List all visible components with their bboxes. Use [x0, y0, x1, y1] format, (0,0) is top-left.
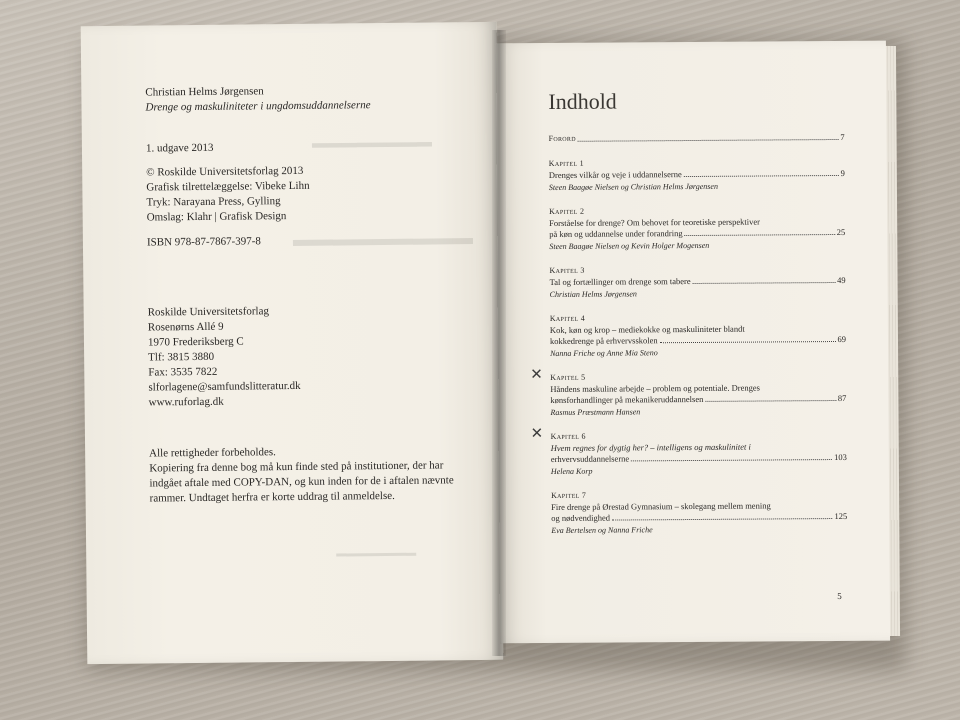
credit-line: © Roskilde Universitetsforlag 2013	[146, 164, 304, 179]
left-page	[81, 22, 504, 664]
toc-entry-forord	[549, 131, 845, 145]
toc-entry-chapter	[530, 424, 847, 477]
leader-dots	[631, 459, 832, 461]
table-of-contents	[530, 87, 848, 549]
credit-line: Grafisk tilrettelæggelse: Vibeke Lihn	[146, 179, 310, 194]
chapter-label: Kapitel 6	[550, 431, 586, 441]
leader-dots	[660, 341, 836, 343]
forord-label: Forord	[548, 133, 576, 144]
chapter-label: Kapitel 2	[549, 206, 585, 217]
chapter-authors: Eva Bertelsen og Nanna Friche	[551, 525, 653, 535]
show-through-text: ▬▬▬▬▬▬▬▬▬	[292, 227, 474, 251]
chapter-authors: Rasmus Præstmann Hansen	[550, 407, 641, 417]
publisher-line: Rosenørns Allé 9	[147, 320, 224, 334]
handwritten-x-mark: ✕	[530, 424, 544, 443]
right-page	[496, 41, 890, 644]
page-ref: 25	[836, 226, 846, 237]
chapter-authors: Nanna Friche og Anne Mia Steno	[550, 348, 658, 358]
page-ref: 103	[834, 451, 847, 463]
chapter-title-line: Hvem regnes for dygtig her? – intelligens og maskulinitet i	[550, 441, 751, 453]
handwritten-x-mark: ✕	[530, 365, 543, 384]
chapter-authors: Helena Korp	[550, 466, 593, 476]
page-ref: 87	[837, 392, 847, 403]
chapter-authors: Steen Baagøe Nielsen og Kevin Holger Mogensen	[549, 240, 710, 252]
publisher-line: 1970 Frederiksberg C	[147, 335, 244, 349]
chapter-title-line: Kok, køn og krop – mediekokke og maskuliniteter blandt	[549, 323, 745, 335]
publisher-line: Fax: 3535 7822	[148, 365, 218, 379]
leader-dots	[612, 518, 832, 521]
chapter-label: Kapitel 5	[550, 372, 586, 382]
publisher-website: www.ruforlag.dk	[148, 395, 224, 409]
chapter-title-line: Håndens maskuline arbejde – problem og potentiale. Drenges	[550, 382, 760, 394]
credits-block	[146, 164, 310, 226]
chapter-title-line: og nødvendighed	[551, 512, 611, 523]
credit-line: Tryk: Narayana Press, Gylling	[146, 195, 281, 209]
rights-notice	[149, 443, 480, 506]
page-ref: 49	[837, 274, 846, 285]
chapter-label: Kapitel 7	[551, 490, 587, 500]
leader-dots	[578, 139, 838, 142]
leader-dots	[705, 400, 836, 402]
toc-entry-chapter	[549, 263, 845, 300]
page-ref: 9	[840, 167, 845, 178]
chapter-title-line: Fire drenge på Ørestad Gymnasium – skolegang mellem mening	[551, 500, 771, 512]
book-spine	[492, 30, 506, 656]
author-name: Christian Helms Jørgensen	[145, 85, 264, 99]
chapter-label: Kapitel 1	[548, 158, 584, 169]
leader-dots	[693, 282, 835, 284]
chapter-title-line: Tal og fortællinger om drenge som tabere	[549, 276, 691, 287]
rights-line: Alle rettigheder forbeholdes.	[149, 446, 276, 460]
copy-notice-line: Kopiering fra denne bog må kun finde sted på institutioner, der har	[149, 459, 444, 475]
chapter-title-line: erhvervsuddannelserne	[550, 453, 630, 464]
toc-entry-chapter	[530, 365, 847, 418]
toc-entry-chapter	[550, 311, 846, 359]
book-title: Drenge og maskuliniteter i ungdomsuddannelserne	[145, 99, 371, 114]
chapter-title-line: på køn og uddannelse under forandring	[549, 228, 683, 240]
leader-dots	[685, 234, 835, 236]
chapter-title-line: Forståelse for drenge? Om behovet for teoretiske perspektiver	[549, 216, 760, 229]
copy-notice-line: rammer. Undtaget herfra er korte uddrag til anmeldelse.	[149, 489, 395, 505]
leader-dots	[684, 175, 839, 177]
chapter-authors: Christian Helms Jørgensen	[549, 289, 637, 299]
page-ref: 69	[837, 333, 847, 344]
publisher-line: Tlf: 3815 3880	[148, 350, 215, 364]
page-number: 5	[837, 590, 842, 601]
chapter-title-line: kokkedrenge på erhvervsskolen	[549, 335, 658, 346]
show-through-text: ▬▬▬▬▬▬▬▬	[311, 134, 432, 152]
chapter-label: Kapitel 4	[549, 313, 586, 323]
toc-entry-chapter	[549, 204, 845, 252]
toc-title: Indhold	[548, 88, 617, 115]
chapter-title-line: kønsforhandlinger på mekanikeruddannelsen	[550, 393, 704, 405]
toc-entry-chapter	[551, 488, 847, 536]
copy-notice-line: indgået aftale med COPY-DAN, og kun inden for de i aftalen nævnte	[149, 474, 454, 490]
chapter-label: Kapitel 3	[549, 265, 585, 275]
show-through-text: ▬▬▬▬▬▬▬▬	[336, 547, 417, 560]
isbn: ISBN 978-87-7867-397-8	[146, 235, 261, 249]
publisher-block	[148, 304, 301, 411]
edition: 1. udgave 2013	[145, 141, 214, 155]
chapter-list	[530, 156, 848, 536]
toc-entry-chapter	[549, 156, 845, 193]
publisher-email: slforlagene@samfundslitteratur.dk	[148, 379, 301, 394]
chapter-title-line: Drenges vilkår og veje i uddannelserne	[548, 169, 682, 181]
credit-line: Omslag: Klahr | Grafisk Design	[146, 210, 287, 224]
page-ref: 125	[834, 510, 848, 522]
page-ref: 7	[840, 131, 845, 142]
publisher-line: Roskilde Universitetsforlag	[147, 305, 270, 319]
book-header	[145, 83, 370, 115]
chapter-authors: Steen Baagøe Nielsen og Christian Helms Jørgensen	[548, 181, 718, 193]
